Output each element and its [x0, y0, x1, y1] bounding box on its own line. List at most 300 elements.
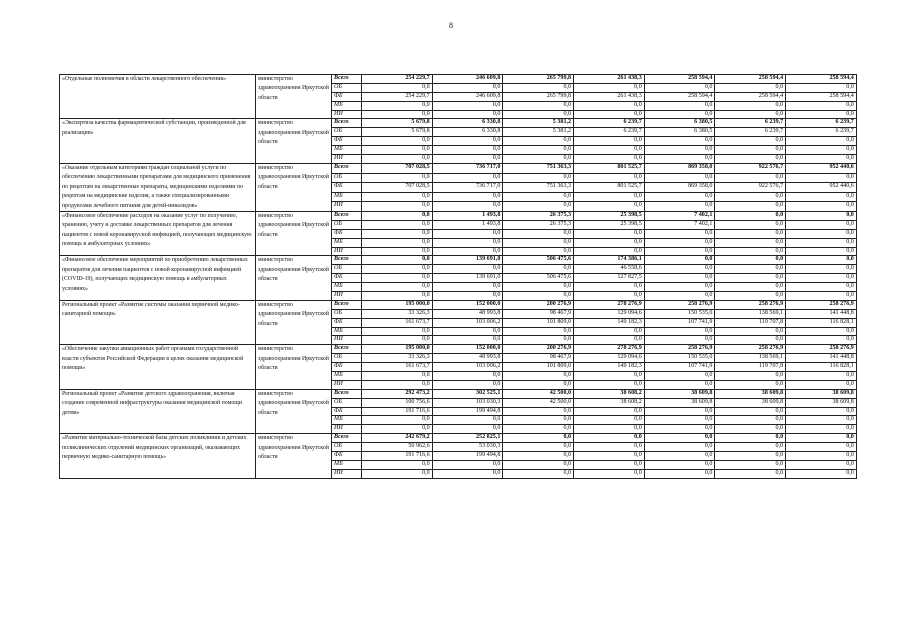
- funding-source: Всего: [332, 434, 362, 443]
- amount-cell: 0,0: [432, 101, 503, 110]
- amount-cell: 0,0: [503, 283, 574, 292]
- amount-cell: 0,0: [574, 336, 645, 345]
- amount-cell: 292 473,2: [362, 389, 433, 398]
- amount-cell: 46 558,6: [574, 265, 645, 274]
- amount-cell: 0,0: [503, 238, 574, 247]
- amount-cell: 0,0: [644, 380, 715, 389]
- amount-cell: 0,0: [786, 283, 857, 292]
- funding-source: ИИ: [332, 380, 362, 389]
- table-row: [60, 211, 857, 220]
- amount-cell: 0,0: [362, 202, 433, 212]
- amount-cell: 0,0: [786, 407, 857, 416]
- amount-cell: 265 799,8: [503, 92, 574, 101]
- amount-cell: 0,0: [362, 146, 433, 155]
- amount-cell: 116 828,1: [786, 318, 857, 327]
- amount-cell: 0,0: [786, 238, 857, 247]
- funding-source: ИИ: [332, 469, 362, 478]
- amount-cell: 0,0: [432, 380, 503, 389]
- amount-cell: 6 239,7: [786, 119, 857, 128]
- amount-cell: 258 276,9: [786, 300, 857, 309]
- amount-cell: 0,0: [503, 460, 574, 469]
- amount-cell: 174 386,1: [574, 256, 645, 265]
- amount-cell: 152 000,0: [432, 345, 503, 354]
- amount-cell: 0,0: [786, 380, 857, 389]
- table-row: [60, 389, 857, 398]
- funding-source: ИИ: [332, 425, 362, 434]
- amount-cell: 302 525,1: [432, 389, 503, 398]
- funding-source: МБ: [332, 238, 362, 247]
- amount-cell: 0,0: [362, 229, 433, 238]
- amount-cell: 152 000,0: [432, 300, 503, 309]
- table-row: [60, 256, 857, 265]
- funding-source: ОБ: [332, 265, 362, 274]
- amount-cell: 0,0: [432, 110, 503, 119]
- amount-cell: 0,0: [644, 451, 715, 460]
- amount-cell: 38 608,2: [574, 398, 645, 407]
- amount-cell: 0,0: [362, 192, 433, 202]
- amount-cell: 869 358,0: [644, 163, 715, 173]
- amount-cell: 0,0: [786, 469, 857, 478]
- amount-cell: 0,0: [574, 425, 645, 434]
- amount-cell: 254 229,7: [362, 92, 433, 101]
- amount-cell: 107 741,9: [644, 318, 715, 327]
- funding-source: ФБ: [332, 92, 362, 101]
- amount-cell: 0,0: [362, 371, 433, 380]
- amount-cell: 0,0: [644, 291, 715, 300]
- funding-source: ОБ: [332, 220, 362, 229]
- amount-cell: 0,0: [786, 229, 857, 238]
- amount-cell: 0,0: [432, 83, 503, 92]
- amount-cell: 0,0: [715, 460, 786, 469]
- amount-cell: 0,0: [503, 371, 574, 380]
- amount-cell: 0,0: [362, 83, 433, 92]
- amount-cell: 0,0: [362, 327, 433, 336]
- funding-source: Всего: [332, 300, 362, 309]
- amount-cell: 0,0: [715, 469, 786, 478]
- amount-cell: 0,0: [786, 220, 857, 229]
- amount-cell: 751 363,3: [503, 163, 574, 173]
- amount-cell: 0,0: [362, 469, 433, 478]
- amount-cell: 33 326,3: [362, 309, 433, 318]
- amount-cell: 38 609,8: [715, 398, 786, 407]
- amount-cell: 0,0: [574, 229, 645, 238]
- amount-cell: 119 707,8: [715, 318, 786, 327]
- amount-cell: 26 375,3: [503, 220, 574, 229]
- amount-cell: 0,0: [786, 211, 857, 220]
- amount-cell: 100 756,6: [362, 398, 433, 407]
- amount-cell: 48 993,8: [432, 354, 503, 363]
- amount-cell: 119 707,8: [715, 363, 786, 372]
- budget-table: [59, 74, 857, 479]
- funding-source: ИИ: [332, 247, 362, 256]
- amount-cell: 0,0: [362, 265, 433, 274]
- amount-cell: 0,0: [574, 407, 645, 416]
- amount-cell: 0,0: [574, 327, 645, 336]
- amount-cell: 0,0: [362, 220, 433, 229]
- amount-cell: 0,0: [503, 336, 574, 345]
- amount-cell: 0,0: [715, 238, 786, 247]
- amount-cell: 258 594,4: [715, 92, 786, 101]
- amount-cell: 200 276,9: [503, 345, 574, 354]
- funding-source: ФБ: [332, 318, 362, 327]
- amount-cell: 5 679,8: [362, 128, 433, 137]
- amount-cell: 0,0: [715, 229, 786, 238]
- amount-cell: 0,0: [786, 327, 857, 336]
- amount-cell: 0,0: [432, 371, 503, 380]
- amount-cell: 0,0: [362, 137, 433, 146]
- funding-source: ИИ: [332, 336, 362, 345]
- amount-cell: 103 006,2: [432, 363, 503, 372]
- amount-cell: 103 006,2: [432, 318, 503, 327]
- funding-source: ОБ: [332, 443, 362, 452]
- amount-cell: 38 608,2: [574, 389, 645, 398]
- amount-cell: 0,0: [574, 416, 645, 425]
- amount-cell: 0,0: [715, 451, 786, 460]
- amount-cell: 0,0: [644, 336, 715, 345]
- amount-cell: 0,0: [786, 247, 857, 256]
- event-name: Региональный проект «Развитие детского здравоохранения, включая создание современной инфраструктуры оказания медицинской помощи детям»: [60, 389, 256, 433]
- amount-cell: 0,0: [503, 101, 574, 110]
- amount-cell: 149 182,3: [574, 363, 645, 372]
- table-row: [60, 75, 857, 84]
- amount-cell: 0,0: [786, 460, 857, 469]
- amount-cell: 0,0: [503, 407, 574, 416]
- amount-cell: 0,0: [574, 283, 645, 292]
- responsible-executor: министерство здравоохранения Иркутской области: [256, 300, 332, 344]
- funding-source: Всего: [332, 211, 362, 220]
- funding-source: ОБ: [332, 354, 362, 363]
- funding-source: МБ: [332, 416, 362, 425]
- amount-cell: 6 239,7: [574, 128, 645, 137]
- amount-cell: 0,0: [362, 110, 433, 119]
- responsible-executor: министерство здравоохранения Иркутской области: [256, 345, 332, 389]
- amount-cell: 506 475,6: [503, 256, 574, 265]
- funding-source: ОБ: [332, 309, 362, 318]
- funding-source: ОБ: [332, 398, 362, 407]
- amount-cell: 258 276,9: [715, 345, 786, 354]
- amount-cell: 0,0: [644, 247, 715, 256]
- page-number: 8: [449, 21, 453, 30]
- amount-cell: 0,0: [432, 202, 503, 212]
- amount-cell: 922 576,7: [715, 163, 786, 173]
- amount-cell: 195 000,0: [362, 300, 433, 309]
- amount-cell: 0,0: [503, 451, 574, 460]
- amount-cell: 0,0: [503, 434, 574, 443]
- amount-cell: 0,0: [432, 336, 503, 345]
- amount-cell: 0,0: [786, 101, 857, 110]
- amount-cell: 0,0: [503, 192, 574, 202]
- funding-source: ИИ: [332, 110, 362, 119]
- amount-cell: 0,0: [644, 101, 715, 110]
- amount-cell: 0,0: [644, 192, 715, 202]
- table-row: [60, 345, 857, 354]
- funding-source: Всего: [332, 75, 362, 84]
- amount-cell: 0,0: [644, 460, 715, 469]
- amount-cell: 0,0: [503, 380, 574, 389]
- amount-cell: 1 493,8: [432, 220, 503, 229]
- amount-cell: 0,0: [574, 202, 645, 212]
- funding-source: МБ: [332, 192, 362, 202]
- funding-source: МБ: [332, 283, 362, 292]
- amount-cell: 0,0: [362, 238, 433, 247]
- funding-source: ФБ: [332, 274, 362, 283]
- amount-cell: 42 500,0: [503, 398, 574, 407]
- amount-cell: 0,0: [644, 416, 715, 425]
- amount-cell: 139 691,0: [432, 274, 503, 283]
- amount-cell: 0,0: [574, 434, 645, 443]
- amount-cell: 0,0: [786, 443, 857, 452]
- funding-source: Всего: [332, 345, 362, 354]
- amount-cell: 38 609,8: [644, 389, 715, 398]
- amount-cell: 101 809,0: [503, 363, 574, 372]
- funding-source: ФБ: [332, 183, 362, 193]
- funding-source: МБ: [332, 146, 362, 155]
- amount-cell: 139 691,0: [432, 256, 503, 265]
- amount-cell: 0,0: [786, 274, 857, 283]
- amount-cell: 0,0: [644, 256, 715, 265]
- amount-cell: 0,0: [786, 425, 857, 434]
- amount-cell: 0,0: [715, 220, 786, 229]
- responsible-executor: министерство здравоохранения Иркутской области: [256, 163, 332, 211]
- amount-cell: 0,0: [786, 451, 857, 460]
- amount-cell: 242 679,2: [362, 434, 433, 443]
- table-row: [60, 300, 857, 309]
- amount-cell: 0,0: [715, 336, 786, 345]
- amount-cell: 0,0: [574, 173, 645, 183]
- amount-cell: 0,0: [362, 155, 433, 164]
- amount-cell: 0,0: [362, 274, 433, 283]
- amount-cell: 0,0: [503, 110, 574, 119]
- amount-cell: 0,0: [786, 371, 857, 380]
- funding-source: МБ: [332, 327, 362, 336]
- responsible-executor: министерство здравоохранения Иркутской области: [256, 256, 332, 300]
- amount-cell: 53 030,3: [432, 443, 503, 452]
- amount-cell: 0,0: [503, 137, 574, 146]
- amount-cell: 38 609,8: [644, 398, 715, 407]
- amount-cell: 0,0: [644, 283, 715, 292]
- amount-cell: 0,0: [574, 83, 645, 92]
- amount-cell: 141 448,8: [786, 309, 857, 318]
- amount-cell: 129 094,6: [574, 354, 645, 363]
- amount-cell: 0,0: [432, 469, 503, 478]
- amount-cell: 50 962,6: [362, 443, 433, 452]
- table-row: [60, 163, 857, 173]
- amount-cell: 0,0: [362, 173, 433, 183]
- amount-cell: 0,0: [715, 380, 786, 389]
- amount-cell: 0,0: [715, 443, 786, 452]
- amount-cell: 0,0: [574, 101, 645, 110]
- amount-cell: 0,0: [503, 83, 574, 92]
- amount-cell: 869 358,0: [644, 183, 715, 193]
- responsible-executor: министерство здравоохранения Иркутской области: [256, 119, 332, 163]
- amount-cell: 0,0: [574, 443, 645, 452]
- amount-cell: 5 679,8: [362, 119, 433, 128]
- amount-cell: 0,0: [715, 274, 786, 283]
- funding-source: ФБ: [332, 229, 362, 238]
- amount-cell: 258 276,9: [644, 345, 715, 354]
- event-name: «Отдельные полномочия в области лекарственного обеспечения»: [60, 75, 256, 119]
- amount-cell: 127 827,5: [574, 274, 645, 283]
- amount-cell: 0,0: [432, 265, 503, 274]
- amount-cell: 0,0: [715, 247, 786, 256]
- event-name: «Развитие материально-технической базы детских поликлиник и детских поликлинических отделений медицинских организаций, оказывающих первичную медико-санитарную помощь»: [60, 434, 256, 478]
- amount-cell: 0,0: [786, 291, 857, 300]
- amount-cell: 0,0: [574, 247, 645, 256]
- amount-cell: 0,0: [644, 443, 715, 452]
- amount-cell: 199 494,8: [432, 407, 503, 416]
- event-name: «Оказание отдельным категориям граждан социальной услуги по обеспечению лекарственными препаратами для медицинского применения по рецептам на лекарственные препараты, медицинскими изделиями по рецептам на медицинские изделия, а также специализированными продуктами лечебного питания для детей-инвалидов»: [60, 163, 256, 211]
- funding-source: МБ: [332, 101, 362, 110]
- amount-cell: 0,0: [644, 202, 715, 212]
- amount-cell: 0,0: [715, 371, 786, 380]
- amount-cell: 0,0: [644, 110, 715, 119]
- amount-cell: 0,0: [786, 434, 857, 443]
- amount-cell: 6 380,5: [644, 119, 715, 128]
- funding-source: Всего: [332, 256, 362, 265]
- amount-cell: 952 440,6: [786, 183, 857, 193]
- amount-cell: 6 239,7: [786, 128, 857, 137]
- amount-cell: 0,0: [644, 238, 715, 247]
- amount-cell: 0,0: [715, 146, 786, 155]
- amount-cell: 0,0: [362, 380, 433, 389]
- amount-cell: 0,0: [786, 416, 857, 425]
- amount-cell: 0,0: [432, 416, 503, 425]
- amount-cell: 0,0: [432, 192, 503, 202]
- amount-cell: 138 569,1: [715, 354, 786, 363]
- funding-source: ИИ: [332, 291, 362, 300]
- amount-cell: 0,0: [786, 336, 857, 345]
- amount-cell: 0,0: [715, 416, 786, 425]
- responsible-executor: министерство здравоохранения Иркутской области: [256, 211, 332, 255]
- amount-cell: 0,0: [362, 425, 433, 434]
- amount-cell: 246 609,8: [432, 92, 503, 101]
- amount-cell: 38 609,8: [786, 398, 857, 407]
- amount-cell: 138 569,1: [715, 309, 786, 318]
- amount-cell: 98 467,9: [503, 354, 574, 363]
- amount-cell: 149 182,3: [574, 318, 645, 327]
- amount-cell: 246 609,8: [432, 75, 503, 84]
- amount-cell: 0,0: [503, 265, 574, 274]
- amount-cell: 0,0: [574, 137, 645, 146]
- amount-cell: 0,0: [786, 265, 857, 274]
- amount-cell: 0,0: [503, 443, 574, 452]
- amount-cell: 6 239,7: [574, 119, 645, 128]
- amount-cell: 0,0: [715, 192, 786, 202]
- amount-cell: 191 716,6: [362, 451, 433, 460]
- amount-cell: 261 438,3: [574, 92, 645, 101]
- amount-cell: 0,0: [503, 247, 574, 256]
- amount-cell: 33 326,3: [362, 354, 433, 363]
- amount-cell: 258 276,9: [715, 300, 786, 309]
- amount-cell: 0,0: [644, 469, 715, 478]
- amount-cell: 42 500,0: [503, 389, 574, 398]
- amount-cell: 0,0: [362, 247, 433, 256]
- amount-cell: 922 576,7: [715, 183, 786, 193]
- funding-source: ИИ: [332, 202, 362, 212]
- amount-cell: 258 276,9: [786, 345, 857, 354]
- amount-cell: 258 594,4: [786, 92, 857, 101]
- amount-cell: 0,0: [715, 202, 786, 212]
- responsible-executor: министерство здравоохранения Иркутской области: [256, 434, 332, 478]
- amount-cell: 0,0: [362, 211, 433, 220]
- amount-cell: 0,0: [362, 416, 433, 425]
- amount-cell: 6 330,8: [432, 128, 503, 137]
- amount-cell: 25 398,5: [574, 211, 645, 220]
- amount-cell: 0,0: [574, 469, 645, 478]
- amount-cell: 0,0: [503, 155, 574, 164]
- amount-cell: 98 467,9: [503, 309, 574, 318]
- amount-cell: 101 809,0: [503, 318, 574, 327]
- amount-cell: 150 535,0: [644, 354, 715, 363]
- amount-cell: 6 330,8: [432, 119, 503, 128]
- amount-cell: 0,0: [362, 283, 433, 292]
- amount-cell: 254 229,7: [362, 75, 433, 84]
- amount-cell: 107 741,9: [644, 363, 715, 372]
- amount-cell: 258 594,4: [644, 92, 715, 101]
- amount-cell: 0,0: [715, 211, 786, 220]
- amount-cell: 278 276,9: [574, 345, 645, 354]
- amount-cell: 0,0: [432, 327, 503, 336]
- amount-cell: 252 825,1: [432, 434, 503, 443]
- amount-cell: 0,0: [715, 155, 786, 164]
- amount-cell: 0,0: [644, 137, 715, 146]
- amount-cell: 5 381,2: [503, 128, 574, 137]
- amount-cell: 0,0: [432, 229, 503, 238]
- amount-cell: 258 594,4: [644, 75, 715, 84]
- amount-cell: 0,0: [715, 265, 786, 274]
- funding-source: ФБ: [332, 363, 362, 372]
- table-row: [60, 119, 857, 128]
- amount-cell: 0,0: [503, 229, 574, 238]
- amount-cell: 0,0: [432, 283, 503, 292]
- amount-cell: 0,0: [362, 460, 433, 469]
- funding-source: Всего: [332, 163, 362, 173]
- amount-cell: 0,0: [786, 173, 857, 183]
- funding-source: Всего: [332, 119, 362, 128]
- amount-cell: 0,0: [503, 146, 574, 155]
- amount-cell: 0,0: [432, 291, 503, 300]
- amount-cell: 0,0: [362, 101, 433, 110]
- funding-source: ОБ: [332, 83, 362, 92]
- amount-cell: 161 673,7: [362, 318, 433, 327]
- amount-cell: 0,0: [715, 137, 786, 146]
- amount-cell: 195 000,0: [362, 345, 433, 354]
- amount-cell: 5 381,2: [503, 119, 574, 128]
- amount-cell: 0,0: [786, 256, 857, 265]
- amount-cell: 0,0: [503, 416, 574, 425]
- amount-cell: 0,0: [503, 469, 574, 478]
- amount-cell: 0,0: [574, 371, 645, 380]
- event-name: Региональный проект «Развитие системы оказания первичной медико-санитарной помощи»: [60, 300, 256, 344]
- responsible-executor: министерство здравоохранения Иркутской области: [256, 75, 332, 119]
- amount-cell: 0,0: [574, 291, 645, 300]
- amount-cell: 38 609,8: [715, 389, 786, 398]
- amount-cell: 103 030,3: [432, 398, 503, 407]
- amount-cell: 116 828,1: [786, 363, 857, 372]
- amount-cell: 0,0: [432, 155, 503, 164]
- amount-cell: 0,0: [432, 247, 503, 256]
- responsible-executor: министерство здравоохранения Иркутской области: [256, 389, 332, 433]
- amount-cell: 0,0: [715, 407, 786, 416]
- amount-cell: 258 276,9: [644, 300, 715, 309]
- amount-cell: 0,0: [644, 83, 715, 92]
- amount-cell: 736 717,0: [432, 163, 503, 173]
- funding-source: Всего: [332, 389, 362, 398]
- amount-cell: 278 276,9: [574, 300, 645, 309]
- amount-cell: 6 239,7: [715, 128, 786, 137]
- amount-cell: 0,0: [362, 256, 433, 265]
- amount-cell: 200 276,9: [503, 300, 574, 309]
